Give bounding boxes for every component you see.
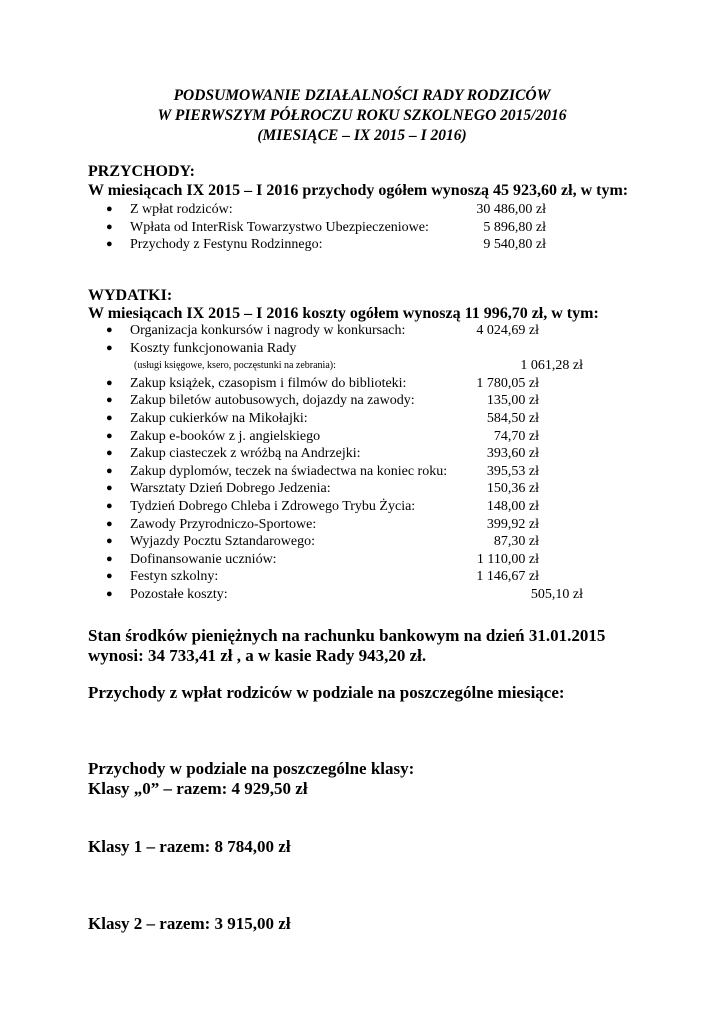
- class-1-total: Klasy 1 – razem: 8 784,00 zł: [88, 837, 291, 856]
- income-item-label: Wpłata od InterRisk Towarzystwo Ubezpieczeniowe:: [130, 219, 429, 235]
- expense-item-amount: 584,50 zł: [486, 410, 539, 426]
- expense-item-sublabel: (usługi księgowe, ksero, poczęstunki na zebrania):: [134, 360, 336, 372]
- class-0-total: Klasy „0” – razem: 4 929,50 zł: [88, 779, 308, 798]
- expense-item-amount: 135,00 zł: [486, 393, 539, 409]
- expense-item: [0, 375, 724, 393]
- monthly-heading: Przychody z wpłat rodziców w podziale na poszczególne miesiące:: [88, 683, 565, 702]
- expense-item: [0, 322, 724, 340]
- class-2-total: Klasy 2 – razem: 3 915,00 zł: [88, 914, 291, 933]
- expense-item: [0, 551, 724, 569]
- expense-item-label: Zakup cukierków na Mikołajki:: [130, 410, 308, 426]
- expense-item-detail: [0, 357, 724, 375]
- balance-line-1: Stan środków pieniężnych na rachunku bankowym na dzień 31.01.2015: [88, 626, 606, 645]
- expense-item-amount: 1 780,05 zł: [476, 375, 539, 391]
- expense-item: [0, 498, 724, 516]
- expense-item: [0, 410, 724, 428]
- bullet-icon: ●: [106, 203, 113, 215]
- expense-item-label: Organizacja konkursów i nagrody w konkursach:: [130, 323, 406, 338]
- expense-item-label: Festyn szkolny:: [130, 569, 219, 585]
- expense-item-label: Zakup dyplomów, teczek na świadectwa na koniec roku:: [130, 463, 448, 479]
- expense-item: [0, 568, 724, 586]
- income-item: [0, 219, 724, 237]
- income-list: [0, 201, 724, 254]
- bullet-icon: ●: [106, 552, 113, 565]
- bullet-icon: ●: [106, 324, 113, 336]
- expenses-list: [0, 322, 724, 604]
- bullet-icon: ●: [106, 394, 113, 407]
- income-item-label: Przychody z Festynu Rodzinnego:: [130, 237, 323, 253]
- document-title: [0, 86, 724, 146]
- expenses-summary: W miesiącach IX 2015 – I 2016 koszty ogółem wynoszą 11 996,70 zł, w tym:: [88, 305, 599, 322]
- expense-item-amount: 87,30 zł: [493, 534, 539, 550]
- expense-item: [0, 516, 724, 534]
- bullet-icon: ●: [106, 411, 113, 424]
- income-item-amount: 5 896,80 zł: [483, 219, 546, 235]
- bullet-icon: ●: [106, 220, 113, 233]
- balance-line-2: wynosi: 34 733,41 zł , a w kasie Rady 943,20 zł.: [88, 646, 427, 665]
- bullet-icon: ●: [106, 535, 113, 548]
- expense-item-label: Zakup biletów autobusowych, dojazdy na zawody:: [130, 393, 415, 409]
- bullet-icon: ●: [106, 376, 113, 389]
- expense-item-amount: 399,92 zł: [486, 516, 539, 532]
- classes-heading: Przychody w podziale na poszczególne klasy:: [88, 759, 415, 778]
- expenses-heading: WYDATKI:: [88, 287, 173, 304]
- income-item: [0, 236, 724, 254]
- expense-item: [0, 392, 724, 410]
- expense-item-amount: 4 024,69 zł: [476, 323, 539, 338]
- title-line-3: (MIESIĄCE – IX 2015 – I 2016): [257, 127, 467, 144]
- expense-item-label: Pozostałe koszty:: [130, 586, 228, 602]
- expense-item: [0, 533, 724, 551]
- income-item: [0, 201, 724, 219]
- bullet-icon: ●: [106, 464, 113, 477]
- expense-item: [0, 340, 724, 358]
- expense-item-label: Zakup ciasteczek z wróżbą na Andrzejki:: [130, 446, 361, 462]
- expense-item-amount: 395,53 zł: [486, 463, 539, 479]
- bullet-icon: ●: [106, 238, 113, 251]
- expense-item-label: Tydzień Dobrego Chleba i Zdrowego Trybu Życia:: [130, 498, 416, 514]
- expense-item-label: Dofinansowanie uczniów:: [130, 551, 277, 567]
- income-heading: PRZYCHODY:: [88, 163, 195, 180]
- expense-item-label: Zakup e-booków z j. angielskiego: [130, 428, 321, 444]
- expense-item-amount: 148,00 zł: [486, 498, 539, 514]
- bullet-icon: ●: [106, 447, 113, 460]
- bullet-icon: ●: [106, 482, 113, 495]
- expense-item-label: Warsztaty Dzień Dobrego Jedzenia:: [130, 481, 331, 497]
- expense-item: [0, 586, 724, 604]
- title-line-1: PODSUMOWANIE DZIAŁALNOŚCI RADY RODZICÓW: [173, 87, 551, 104]
- bullet-icon: ●: [106, 587, 113, 600]
- expense-item: [0, 463, 724, 481]
- title-line-2: W PIERWSZYM PÓŁROCZU ROKU SZKOLNEGO 2015/2016: [157, 107, 567, 124]
- income-item-amount: 30 486,00 zł: [476, 202, 546, 217]
- expense-item-amount: 393,60 zł: [486, 446, 539, 462]
- bullet-icon: ●: [106, 499, 113, 512]
- bullet-icon: ●: [106, 570, 113, 583]
- expense-item-amount: 1 146,67 zł: [476, 569, 539, 585]
- expense-item-label: Koszty funkcjonowania Rady: [130, 340, 297, 356]
- expense-item: [0, 480, 724, 498]
- expense-item-amount: 505,10 zł: [530, 586, 583, 602]
- income-summary: W miesiącach IX 2015 – I 2016 przychody ogółem wynoszą 45 923,60 zł, w tym:: [88, 182, 629, 199]
- expense-item-amount: 150,36 zł: [486, 481, 539, 497]
- expense-item-label: Zakup książek, czasopism i filmów do biblioteki:: [130, 375, 407, 391]
- expense-item: [0, 445, 724, 463]
- expense-item: [0, 428, 724, 446]
- bullet-icon: ●: [106, 429, 113, 442]
- expense-item-label: Wyjazdy Pocztu Sztandarowego:: [130, 534, 315, 550]
- income-item-label: Z wpłat rodziców:: [130, 202, 233, 217]
- bullet-icon: ●: [106, 517, 113, 530]
- expense-item-amount: 1 110,00 zł: [476, 551, 539, 567]
- expense-item-amount: 74,70 zł: [493, 428, 539, 444]
- expense-item-label: Zawody Przyrodniczo-Sportowe:: [130, 516, 317, 532]
- bullet-icon: ●: [106, 341, 113, 354]
- expense-item-amount: 1 061,28 zł: [520, 358, 583, 374]
- income-item-amount: 9 540,80 zł: [483, 237, 546, 253]
